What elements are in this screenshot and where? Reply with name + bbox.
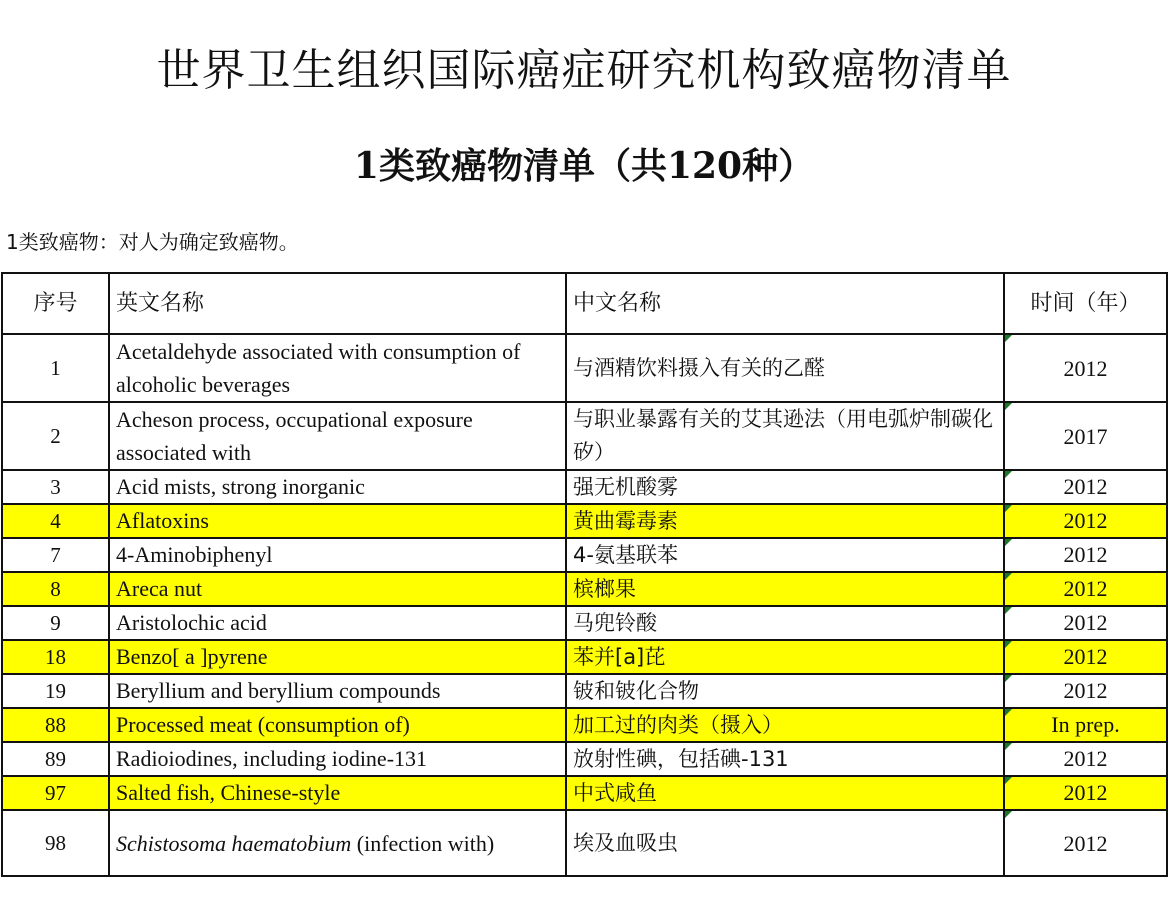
chinese-name: 强无机酸雾 <box>566 470 1004 504</box>
english-name-italic: Schistosoma haematobium <box>116 830 352 856</box>
chinese-name: 苯并[a]芘 <box>566 640 1004 674</box>
year: 2012 <box>1004 606 1167 640</box>
year: 2012 <box>1004 776 1167 810</box>
english-name: Aflatoxins <box>109 504 566 538</box>
page-subtitle: 1类致癌物清单（共120种） <box>353 145 815 187</box>
year: 2012 <box>1004 810 1167 876</box>
table-row <box>2 572 1167 606</box>
table-row <box>2 402 1167 470</box>
english-name <box>109 810 566 876</box>
table-row <box>2 538 1167 572</box>
english-name: Areca nut <box>109 572 566 606</box>
year: In prep. <box>1004 708 1167 742</box>
english-name: Acetaldehyde associated with consumption of alcoholic beverages <box>109 334 566 402</box>
chinese-name: 埃及血吸虫 <box>566 810 1004 876</box>
row-number: 7 <box>2 538 109 572</box>
english-name: Acheson process, occupational exposure associated with <box>109 402 566 470</box>
chinese-name: 中式咸鱼 <box>566 776 1004 810</box>
row-number: 8 <box>2 572 109 606</box>
category-note: 1类致癌物：对人为确定致癌物。 <box>6 230 299 254</box>
header-number: 序号 <box>2 273 109 334</box>
english-name-rest: (infection with) <box>351 830 495 856</box>
english-name: Beryllium and beryllium compounds <box>109 674 566 708</box>
chinese-name: 铍和铍化合物 <box>566 674 1004 708</box>
row-number: 9 <box>2 606 109 640</box>
year: 2012 <box>1004 334 1167 402</box>
header-english-name: 英文名称 <box>109 273 566 334</box>
english-name: 4-Aminobiphenyl <box>109 538 566 572</box>
chinese-name: 马兜铃酸 <box>566 606 1004 640</box>
table-row <box>2 708 1167 742</box>
header-year: 时间（年） <box>1004 273 1167 334</box>
carcinogen-table <box>1 272 1168 877</box>
row-number: 98 <box>2 810 109 876</box>
english-name: Processed meat (consumption of) <box>109 708 566 742</box>
chinese-name: 4-氨基联苯 <box>566 538 1004 572</box>
year: 2012 <box>1004 742 1167 776</box>
table-row <box>2 810 1167 876</box>
row-number: 97 <box>2 776 109 810</box>
year: 2012 <box>1004 538 1167 572</box>
year: 2012 <box>1004 470 1167 504</box>
row-number: 88 <box>2 708 109 742</box>
table-row <box>2 742 1167 776</box>
year: 2012 <box>1004 674 1167 708</box>
year: 2017 <box>1004 402 1167 470</box>
table-row <box>2 334 1167 402</box>
table-row <box>2 776 1167 810</box>
table-row <box>2 674 1167 708</box>
table-row <box>2 606 1167 640</box>
table-header-row <box>2 273 1167 334</box>
english-name: Benzo[ a ]pyrene <box>109 640 566 674</box>
year: 2012 <box>1004 572 1167 606</box>
table-row <box>2 470 1167 504</box>
english-name: Salted fish, Chinese-style <box>109 776 566 810</box>
row-number: 1 <box>2 334 109 402</box>
row-number: 89 <box>2 742 109 776</box>
row-number: 4 <box>2 504 109 538</box>
chinese-name: 与职业暴露有关的艾其逊法（用电弧炉制碳化矽） <box>566 402 1004 470</box>
year: 2012 <box>1004 504 1167 538</box>
page-title: 世界卫生组织国际癌症研究机构致癌物清单 <box>156 45 1012 96</box>
table-row <box>2 640 1167 674</box>
chinese-name: 加工过的肉类（摄入） <box>566 708 1004 742</box>
row-number: 2 <box>2 402 109 470</box>
chinese-name: 黄曲霉毒素 <box>566 504 1004 538</box>
english-name: Aristolochic acid <box>109 606 566 640</box>
row-number: 3 <box>2 470 109 504</box>
table-row <box>2 504 1167 538</box>
chinese-name: 槟榔果 <box>566 572 1004 606</box>
chinese-name: 放射性碘，包括碘-131 <box>566 742 1004 776</box>
row-number: 18 <box>2 640 109 674</box>
english-name: Radioiodines, including iodine-131 <box>109 742 566 776</box>
chinese-name: 与酒精饮料摄入有关的乙醛 <box>566 334 1004 402</box>
header-chinese-name: 中文名称 <box>566 273 1004 334</box>
year: 2012 <box>1004 640 1167 674</box>
row-number: 19 <box>2 674 109 708</box>
english-name: Acid mists, strong inorganic <box>109 470 566 504</box>
